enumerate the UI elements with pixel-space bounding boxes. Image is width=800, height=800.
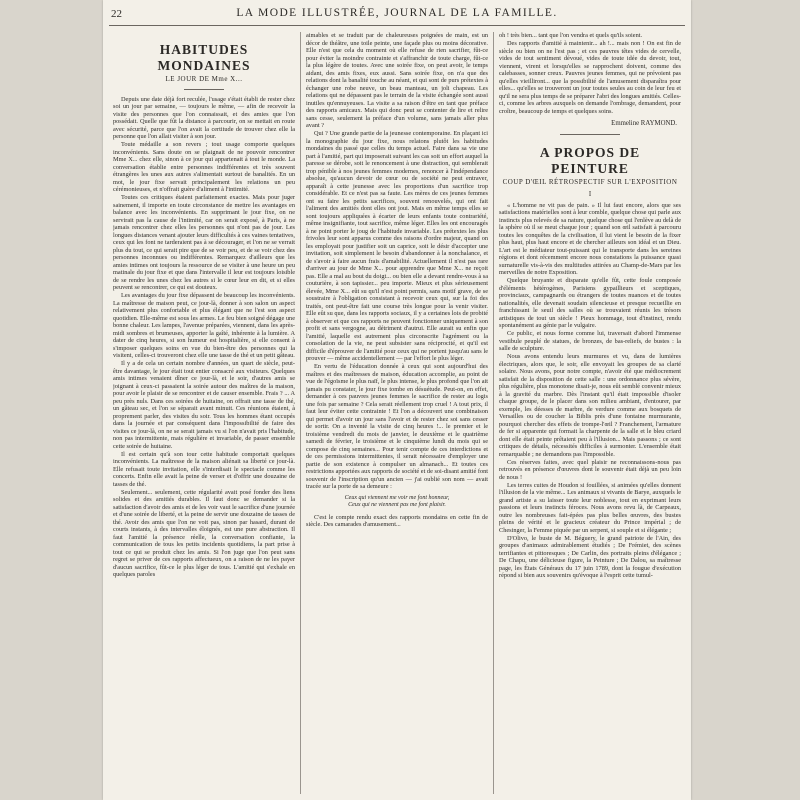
title-rule — [184, 89, 224, 90]
paragraph: En vertu de l'éducation donnée à ceux qui sont aujourd'hui des maîtres et des maîtresses de maison, éducation accomplie, au point de vue de l'égoïsme le plus naïf, le plus intense, le plus profond que l'on ait jamais pu constater, le jour fixe tombe en désuétude. Peut-on, en effet, demander à ces pauvres jeunes femmes le sacrifice de rester au logis une fois par semaine ? Cela serait réellement trop cruel ! A tout prix, il faut leur éviter cette contrainte ! Et l'on a découvert une combinaison qui permet d'avoir un jour sans l'avoir et de rester chez soi sans cesser de sortir. On a inventé la visite de cinq heures !... le premier et le troisième vendredi du mois de janvier, le deuxième et le quatrième samedi de février, le troisième et le cinquième lundi du mois qui se compose de cinq semaines... Pour tenir compte de ces interdictions et de ces permissions intermittentes, il serait nécessaire d'employer une partie de son existence à compulser un almanach... Et toutes ces restrictions apportées aux rapports de société et de soi-disant amitié font souvenir de l'inscription qu'un ancien — j'ai oublié son nom — avait tracée sur la porte de sa demeure : — [306, 363, 488, 490]
paragraph: Toutes ces critiques étaient parfaitement exactes. Mais pour juger sainement, il importe en toute circonstance de mettre les avantages en balance avec les inconvénients. En supprimant le jour fixe, on ne servirait pas la cause de l'intimité, car on serait exposé, à Paris, à ne jamais rencontrer chez elles les personnes qui n'ont pas de jour. Les longues distances venant ajouter leurs difficultés à ces vaines tentatives, ceux qui les font ne tarderaient pas à se décourager, et l'on ne se verrait plus du tout, ce qui serait pire que de se voir peu, et de se voir chez des personnes inconnues ou indifférentes. Remarquez d'ailleurs que les amies intimes ont toujours la ressource de se visiter à une heure un peu matinale du jour fixe et que dans l'intervalle il leur est toujours loisible de se rendre les unes chez les autres si le cœur leur en dit, et si elles peuvent se rencontrer, ce qui est douteux. — [113, 194, 295, 291]
article-title: HABITUDES MONDAINES — [157, 42, 251, 73]
column-2 — [306, 32, 488, 798]
paragraph: D'Olivo, le buste de M. Béguery, le grand patriote de l'Ain, des groupes d'animaux admirablement étudiés ; De Frémiet, des scènes terrifiantes et pittoresques ; De Carlin, des portraits pleins d'élégance ; De Chapu, une délicieuse figure, la Peinture ; De Dalou, sa maîtresse page, les États Généraux du 17 juin 1789, dont la fougue d'exécution répond si bien aux souvenirs qu'évoque à l'esprit cette tumul- — [499, 534, 681, 579]
paragraph: Ce public, et nous forme comme lui, traversait d'abord l'immense vestibule peuplé de statues, de bronzes, de bas-reliefs, de bustes : la salle de sculpture. — [499, 330, 681, 352]
quoted-inscription — [306, 495, 488, 510]
inscription-line: Ceux qui ne viennent pas me font plaisir. — [348, 502, 446, 508]
paragraph: Quelque bruyante et disparate qu'elle fût, cette foule composée d'éléments hétérogènes, Parisiens gypaillieurs et sceptiques, provinciaux, campagnards ou étrangers de toutes nuances et de toutes nationalités, elle devenait soudain silencieuse et presque recueillie en franchissant le seuil des salles où se trouvaient réunis les trésors artistiques de tout un siècle ! Pieux hommage, tout d'instinct, rendu spontanément au génie par le vulgaire. — [499, 277, 681, 329]
paragraph: oh ! très bien... tant que l'on vendra et quels qu'ils soient. — [499, 32, 643, 39]
column-3 — [499, 32, 681, 798]
inscription-line: Ceux qui viennent me voir me font honneur, — [344, 494, 450, 501]
paragraph: aimables et se traduit par de chaleureuses poignées de main, est un décor de théâtre, une toile peinte, une façade plus ou moins décorative. Elle n'est que cela du moment où elle refuse de rien sacrifier, fût-ce pour éviter la moindre contrainte et s'affranchir de toute charge, fût-ce la plus légère de toutes. Avec une soirée fixe, on peut avoir, le temps aidant, des amis fixes, eux aussi. Sans soirée fixe, on n'a que des relations dont la banalité touche au néant, et qui sont de purs prétextes à échanger une robe neuve, un beau manteau, un joli chapeau. Les relations qui ne dépassent pas le terrain de la visite échangée sont aussi inutiles qu'ennuyeuses. La visite a sa raison d'être en tant que préface des rapports amicaux. Mais qui donc peut se contenter de lire et relire sans cesse, seulement la préface d'un volume, sans jamais aller plus avant ? — [306, 32, 488, 129]
page-header — [103, 2, 691, 28]
paragraph: Ces réserves faites, avec quel plaisir ne reconnaissons-nous pas retrouvés en présence d'œuvres dont le souvenir était déjà un peu loin de nous ! — [499, 458, 681, 481]
paragraph: Nous avons entendu leurs murmures et vu, dans de lumières électriques, alors que, le soir, elle envoyait les groupes de sa clarté solaire. Nous avons, pour notre compte, n'avoir été que médiocrement satisfait de la disposition de cette salle : une ordonnance plus sévère, plus régulière, plus monotone disait-je, nous eût semblé convenir mieux à la gravité du marbre. Dès l'instant qu'il était impossible d'isoler chaque groupe, de le placer dans son milieu ambiant, d'entourer, par exemple, les déesses de marbre, de verdure comme aux bosquets de Versailles ou de coucher la Biblis près d'une fontaine murmurante, pourquoi chercher des effets de trompe-l'œil ? Franchement, l'armature de fer si apparente qui formait la charpente de la salle et le bleu criard dont elle était peinte prêtaient peu à l'illusion... Mais passons ; ce sont critiques de détails, nécessités difficiles à surmonter. L'ensemble était remarquable ; ne demandons pas l'impossible. — [499, 353, 681, 458]
paragraph: Toute médaille a son revers ; tout usage comporte quelques inconvénients. Sans doute on se plaignait de ne pouvoir rencontrer Mme X... chez elle, sinon à ce jour qui appartenait à tout le monde. La conversation établie entre personnes indifférentes et très souvent étrangères les unes aux autres s'alimentait surtout de banalités. En un mot, le jour fixe servait principalement les relations un peu cérémonieuses, et n'offrait guère d'aliment à l'intimité. — [113, 141, 295, 193]
paragraph: Les avantages du jour fixe dépassent de beaucoup les inconvénients. La maîtresse de maison peut, ce jour-là, donner à son salon un aspect relativement plus confortable et plus élégant que ne l'est son aspect quotidien. Elle-même est sous les armes. Le feu bien soigné dégage une bonne chaleur. Les lampes, l'avenue préparées, viennent, dans les après-midi sombres et brumeuses, apporter la gaîté, inhérente à la lumière. A dater de cinq heures, si son humeur est hospitalière, si elle consent à s'imposer quelques soins en vue du bien-être des personnes qui la visitent, celles-ci trouveront chez elle une tasse de thé et un petit gâteau. — [113, 292, 295, 359]
column-divider-2 — [493, 32, 494, 794]
paragraph: Des rapports d'amitié à maintenir... ah !... mais non ! On est fin de siècle ou bien on ne l'est pas ; et ces pauvres têtes vides de cervelle, vides de tout sentiment dévoué, vides de toute idée du devoir, tout, viennent, virent et lorsqu'elles se rapprochent doivent, comme des calebasses, sonner creux. Pauvres jeunes femmes, qui ne prévoient pas qu'elles vieilliront... que la possibilité de l'amusement disparaîtra pour elles... qu'elles se trouveront un jour toutes seules au coin de leur feu et qu'il ne sera plus temps de se préparer l'abri des longues amitiés. Celles-ci, comme les arbres auxquels on demande l'ombrage, demandent, pour croître, beaucoup de temps et quelques soins. — [499, 40, 681, 115]
paragraph: Qui ? Une grande partie de la jeunesse contemporaine. En plaçant ici la monographie du jour fixe, nous relatons plutôt les habitudes mondaines du passé que celles du temps actuel. Faire dans sa vie une part à l'amitié, part qui imposerait suivant les cas soit un effort auquel la paresse se dérobe, soit le renoncement à une distraction, qui semblerait trop pénible à nos jeunes femmes modernes, renoncer à l'indépendance absolue, qu'aucun devoir de cœur ou de société ne peut entraver, apparaît à cette jeunesse avec les proportions d'un sacrifice trop considérable. Et ce n'est pas sa faute. Les mères de ces jeunes femmes ont su faire les petits sacrifices, souvent renouvelés, qui ont fait l'aliment des amitiés dont elles ont joui. Mais en même temps elles se sont toujours appliquées à écarter de leurs enfants toute contrariété, même insignifiante, tout sacrifice, même léger. Elles les ont encouragés à ne point porter le joug de l'habitude invariable. Les prétextes les plus frivoles leur sont apparus comme des raisons d'ordre majeur, quand on les employait pour justifier soit un caprice, soit le désir d'accepter une invitation, soit simplement le besoin d'abandonner à la nonchalance, et de s'avoir à faire aucun frais d'amabilité. Actuellement il n'est pas rare d'arriver au jour de Mme X... pour apprendre que Mme X... ne reçoit pas. Elle a mal au bout du doigt... ou bien elle a devant rendre-vous à sa couturière, à son tapissier... peu importe. Mieux et plus sérieusement élevée, Mme X... eût su qu'il n'est point permis, sans motif grave, de se soustraire à l'obligation consistant à recevoir ceux qui, sur la foi des traités, ont peut-être fait une course très longue pour la venir visiter. Elle eût su que, dans les rapports sociaux, il y a certaines lois de probité à observer et que ces rapports ne peuvent fonctionner uniquement à son profit et sans vergogne, au détriment d'autrui. Elle aurait su enfin que l'amitié, laquelle est autrement plus circonscrite l'agrément ou la consolation de la vie, ne peut subsister sans réciprocité, et qu'il est difficile d'éprouver de l'amitié pour ceux qui ne portent jusqu'au sans le prouver — même accidentellement — par l'effort le plus léger. — [306, 130, 488, 362]
section-number: I — [588, 191, 592, 198]
journal-title: LA MODE ILLUSTRÉE, JOURNAL DE LA FAMILLE. — [236, 7, 558, 19]
paragraph: Seulement... seulement, cette régularité avait posé fonder des liens solides et des amitiés durables. Il faut donc se demander si la satisfaction d'avoir des amis et de les voir vaut le sacrifice d'une journée et d'une soirée de liberté, et la peine de servir une douzaine de tasses de thé. Avoir des amis que l'on ne voit pas, sinon par hasard, durant de courts instants, à des intervalles éloignés, est une pure abstraction. Il faut l'amitié la présence réelle, la conversation confiante, la communication de tous les petits incidents quotidiens, la part prise à tout ce qui se produit chez les amis. Si l'on juge que l'on peut sans regret se priver de ces rapports affectueux, on a raison de ne les payer d'aucun sacrifice, fût-ce le plus léger de tous. L'amitié qui s'exhale en quelques paroles — [113, 488, 295, 578]
column-divider-1 — [300, 32, 301, 794]
paragraph: C'est le compte rendu exact des rapports mondains en cette fin de siècle. Des camarades d'amusement... — [306, 513, 488, 528]
paragraph: Il y a de cela un certain nombre d'années, un quart de siècle, peut-être davantage, le jour était tout entier consacré aux visiteurs. Quelques amis intimes venaient dîner ce jour-là, et le soir, d'autres amis se joignant à ceux-ci passaient la soirée autour des maîtres de la maison, pour avoir le plaisir de se rencontrer et de causer ensemble. Frais ? ... A peu près nuls. Dans ces soirées de huitaine, on offrait une tasse de thé, un gâteau sec, et l'on se séparait avant minuit. Ces réunions étaient, à proprement parler, des visites du soir. Tous les hommes étant occupés dans la journée et par conséquent dans l'impossibilité de faire des visites ce jour-là, on ne se serait jamais vu si l'on n'avait pris l'habitude, non pas intermittente, mais régulière et invariable, de passer ensemble cette soirée de huitaine. — [113, 360, 295, 450]
paragraph: Depuis une date déjà fort reculée, l'usage s'était établi de rester chez soi un jour par semaine, — toujours le même, — afin de recevoir la visite des personnes que l'on connaissait, et des amies que l'on possédait. Quelle que fût la distance à parcourir, on se mettait en route avec sécurité, parce que l'on avait la certitude de trouver chez elle la personne que l'on allait visiter à son jour. — [113, 95, 295, 140]
paragraph: « L'homme ne vit pas de pain. » Il lui faut encore, alors que ses satisfactions matérielles sont à leur comble, quelque chose qui parle aux instincts plus relevés de sa nature, quelque chose qui l'enlève au delà de la sphère où il se meut chaque jour ; quand son œil satisfait à parcouru toutes les conquêtes de la civilisation, il lui vient le besoin de la fixer plus haut, plus haut encore et de chercher ailleurs son idéal et un Dieu. L'art est le médiateur tout-puissant qui le transporte dans les sereines régions et dont récemment encore nous constations la puissance quasi surnaturelle vis-à-vis des multitudes attirées au Champ-de-Mars par les merveilles de notre Exposition. — [499, 201, 681, 276]
article-separator — [560, 134, 620, 135]
paragraph: Il est certain qu'à son tour cette habitude comportait quelques inconvénients. La maîtresse de la maison aliénait sa liberté ce jour-là. Elle refusait toute invitation, elle s'interdisait le spectacle comme les concerts. Enfin elle avait la peine de verser et d'offrir une douzaine de tasses de thé. — [113, 450, 295, 488]
paragraph: Les terres cuites de Houdon si fouillées, si animées qu'elles donnent l'illusion de la vie même... Les animaux si vivants de Barye, auxquels le grand artiste a su laisser toute leur noblesse, tout en exprimant leurs passions et leurs instincts féroces. Nous avons revu là, de Carpeaux, outre les nombreuses fait-épées pas plus belles œuvres, des bustes pleins de vérité et le gracieux créateur du Prince impérial ; de Chesinger, la Femme piquée par un serpent, si souple et si élégante ; — [499, 481, 681, 534]
author-signature: Emmeline RAYMOND. — [611, 120, 677, 127]
article-byline: LE JOUR DE Mme X... — [165, 75, 243, 83]
article2-subtitle: COUP D'ŒIL RÉTROSPECTIF SUR L'EXPOSITION — [502, 177, 678, 186]
page-number: 22 — [111, 8, 122, 20]
column-1 — [113, 32, 295, 798]
header-rule — [109, 25, 685, 26]
article2-title: A PROPOS DE PEINTURE — [539, 144, 641, 176]
newspaper-page — [103, 0, 691, 800]
